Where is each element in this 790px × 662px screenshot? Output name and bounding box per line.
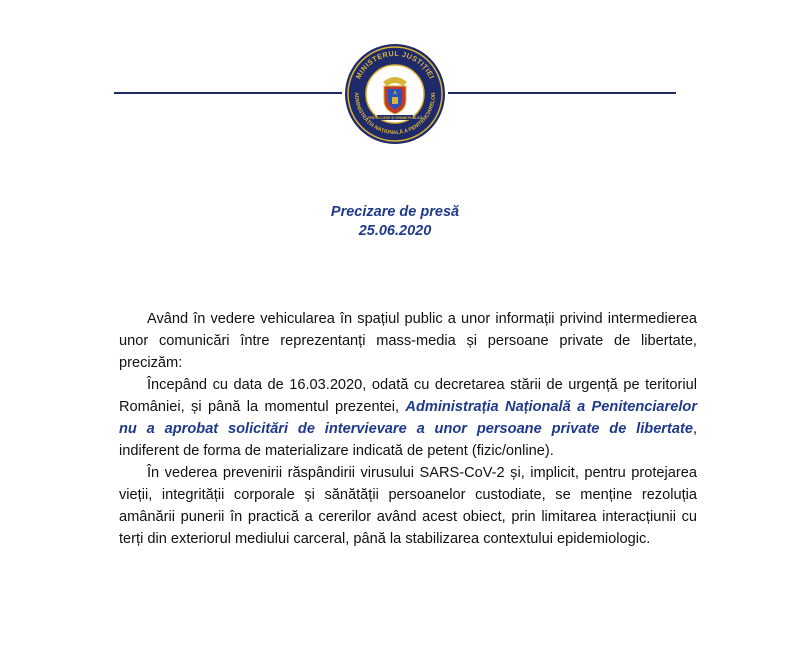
press-title-block	[0, 203, 790, 241]
press-heading: Precizare de presă	[330, 204, 460, 220]
svg-text:MINISTERUL JUSTIȚIEI: MINISTERUL JUSTIȚIEI	[353, 48, 437, 81]
svg-text:PENTRU LEGE ȘI ORDINE PUBLICĂ: PENTRU LEGE ȘI ORDINE PUBLICĂ	[367, 116, 423, 120]
header-rule-right	[448, 92, 676, 94]
paragraph-3: În vederea prevenirii răspândirii virusului SARS-CoV-2 și, implicit, pentru protejarea vieții, integrității corporale și sănătății persoanelor custodiate, se menține rezoluția amânării punerii în practică a cererilor având acest obiect, prin limitarea interacțiunii cu terți din exteriorul mediului carceral, până la stabilizarea contextului epidemiologic.	[119, 465, 697, 547]
coat-of-arms-icon	[383, 77, 407, 114]
press-body	[119, 308, 697, 550]
paragraph-2-end: , indiferent de forma de materializare indicată de petent (fizic/online).	[119, 421, 697, 459]
paragraph-2-emphasis: Administrația Națională a Penitenciarelor nu a aprobat solicitări de intervievare a unor persoane private de libertate	[119, 399, 697, 437]
svg-text:ADMINISTRAȚIA NAȚIONALĂ A PENI: ADMINISTRAȚIA NAȚIONALĂ A PENITENCIARELOR	[352, 92, 438, 137]
ministry-seal-logo	[343, 42, 447, 146]
paragraph-2-start: Începând cu data de 16.03.2020, odată cu decretarea stării de urgență pe teritoriul României, și până la momentul prezentei,	[119, 377, 697, 415]
paragraph-1: Având în vedere vehicularea în spațiul public a unor informații privind intermedierea unor comunicări între reprezentanți mass-media și persoane private de libertate, precizăm:	[119, 311, 697, 371]
header-rule-left	[114, 92, 342, 94]
paragraph-2	[119, 374, 697, 462]
press-date: 25.06.2020	[358, 223, 432, 239]
